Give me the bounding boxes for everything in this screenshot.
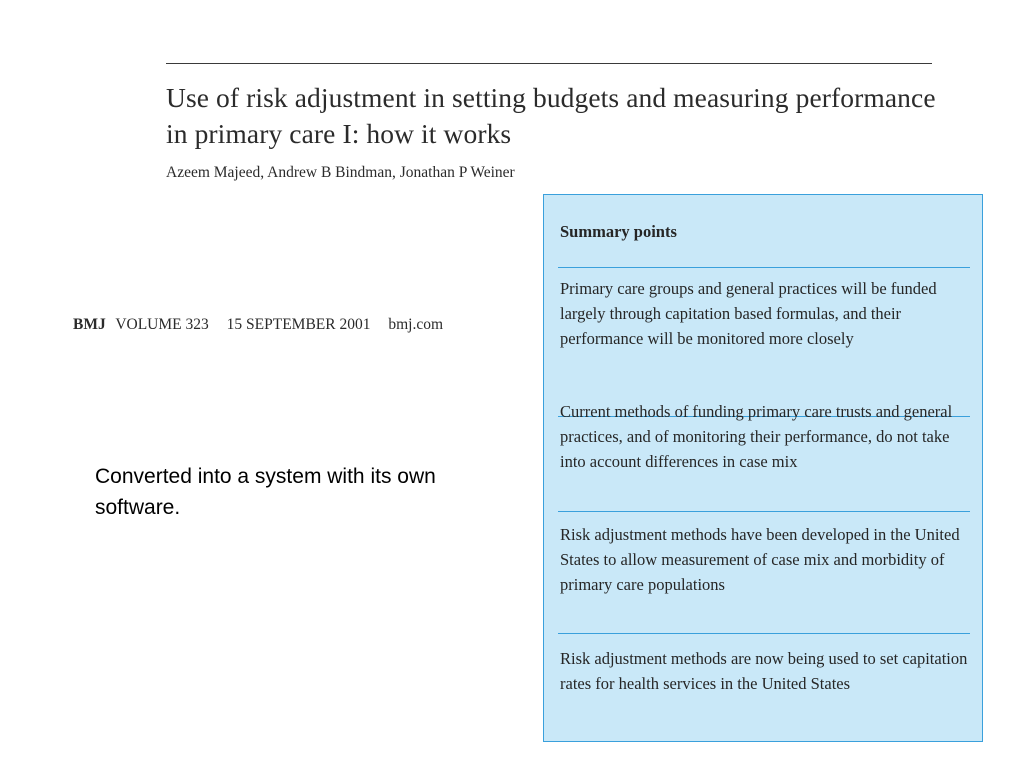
title-top-rule bbox=[166, 63, 932, 64]
summary-point: Primary care groups and general practices will be funded largely through capitation based formulas, and their performance will be monitored more closely bbox=[560, 279, 937, 348]
summary-heading: Summary points bbox=[560, 222, 677, 241]
journal-volume: VOLUME 323 bbox=[115, 316, 209, 333]
journal-name: BMJ bbox=[73, 316, 106, 333]
slide-note: Converted into a system with its own software. bbox=[95, 465, 436, 519]
publication-date: 15 SEPTEMBER 2001 bbox=[226, 316, 371, 333]
summary-divider bbox=[558, 633, 970, 634]
summary-point: Current methods of funding primary care trusts and general practices, and of monitoring their performance, do not take into account differences in case mix bbox=[560, 402, 953, 471]
article-title: Use of risk adjustment in setting budgets and measuring performance in primary care I: how it works bbox=[166, 82, 936, 149]
journal-website: bmj.com bbox=[388, 316, 444, 333]
article-authors: Azeem Majeed, Andrew B Bindman, Jonathan P Weiner bbox=[166, 164, 515, 181]
summary-point: Risk adjustment methods have been developed in the United States to allow measurement of case mix and morbidity of primary care populations bbox=[560, 525, 960, 594]
journal-citation bbox=[73, 315, 443, 335]
summary-points-box bbox=[543, 194, 983, 742]
summary-point: Risk adjustment methods are now being used to set capitation rates for health services in the United States bbox=[560, 649, 968, 693]
summary-divider bbox=[558, 511, 970, 512]
summary-divider bbox=[558, 267, 970, 268]
